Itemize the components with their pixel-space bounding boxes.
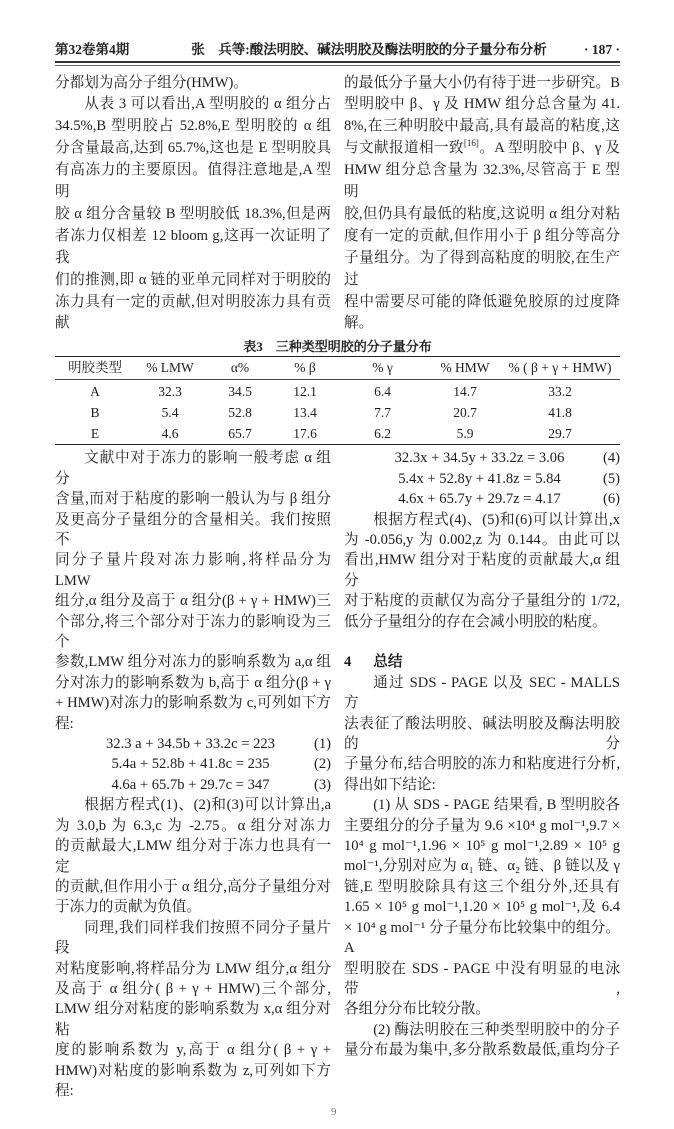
paragraph: [55, 448, 331, 734]
text-line: 为 3.0,b 为 6.3,c 为 -2.75。α 组分对冻力: [55, 817, 331, 834]
text-line: 分都划为高分子组分(HMW)。: [55, 74, 248, 91]
text-line: 子量分布,结合明胶的冻力和粘度进行分析,: [344, 756, 620, 773]
text-line: 胶 α 组分含量较 B 型明胶低 18.3%,但是两: [55, 205, 331, 222]
text-line: 型明胶中 β、γ 及 HMW 组分总含量为 41.: [344, 96, 620, 113]
right-column-top: [344, 73, 620, 336]
equation-number: (3): [313, 776, 331, 793]
text-line: 个部分,将三个部分对于冻力的影响设为三个: [55, 613, 331, 651]
running-title: 张 兵等:酸法明胶、碱法明胶及酶法明胶的分子量分布分析: [191, 42, 547, 57]
running-header: [55, 40, 620, 60]
text-line: HMW 组分总含量为 32.3%,尽管高于 E 型明: [344, 162, 620, 201]
text-line: mol⁻¹,分别对应为 α₁ 链、α₂ 链、β 链以及 γ: [344, 858, 620, 875]
text-line: + HMW)对冻力的影响系数为 c,可列如下方: [55, 695, 331, 712]
text-line: × 10⁴ g mol⁻¹ 分子量分布比较集中的组分。A: [344, 919, 620, 957]
text-line: 8%,在三种明胶中最高,具有最高的粘度,这: [344, 118, 620, 135]
text-line: 组分,α 组分及高于 α 组分(β + γ + HMW)三: [55, 593, 331, 610]
table-cell: 6.4: [374, 384, 391, 400]
table-cell: 32.3: [158, 384, 182, 400]
text-line: 根据方程式(1)、(2)和(3)可以计算出,a: [84, 797, 331, 814]
data-table: [55, 356, 620, 445]
section-title: 总结: [373, 654, 403, 671]
paragraph: [55, 795, 331, 917]
text-line: 于冻力的贡献为负值。: [55, 899, 201, 916]
bottom-columns: [55, 445, 620, 1101]
column-header: % γ: [372, 360, 393, 376]
table-cell: E: [90, 426, 100, 442]
text-line: 通过 SDS - PAGE 以及 SEC - MALLS 方: [344, 674, 620, 712]
text-line: 主要组分的分子量为 9.6 ×10⁴ g mol⁻¹,9.7 ×: [344, 817, 620, 834]
table-cell: 5.9: [456, 426, 474, 442]
text-line: 各组分分布比较分散。: [344, 1001, 490, 1018]
table-header-row: [55, 357, 620, 380]
left-column-top: [55, 73, 331, 336]
table-cell: 34.5: [228, 384, 252, 400]
text-line: 程:: [55, 715, 74, 732]
paragraph: [344, 795, 620, 1019]
table-cell: 52.8: [228, 405, 252, 421]
table-cell: 4.6: [161, 426, 179, 442]
table-caption: 表3 三种类型明胶的分子量分布: [243, 339, 432, 355]
text-line: HMW)对粘度的影响系数为 z,可列如下方: [55, 1062, 331, 1079]
column-header: 明胶类型: [68, 360, 122, 376]
page-number: · 187 ·: [583, 42, 620, 57]
equation-number: (4): [602, 450, 620, 467]
text-line: 链,E 型明胶除具有这三个组分外,还具有: [344, 878, 620, 895]
table-cell: 7.7: [374, 405, 391, 421]
paragraph: [344, 673, 620, 795]
text-line: 10⁴ g mol⁻¹,1.96 × 10⁵ g mol⁻¹,2.89 × 10⁵ g: [344, 838, 620, 855]
text-line: 同理,我们同样我们按照不同分子量片段: [55, 919, 331, 957]
table-cell: 33.2: [548, 384, 572, 400]
paragraph: [344, 510, 620, 632]
text-line: 从表 3 可以看出,A 型明胶的 α 组分占: [84, 96, 331, 113]
table-cell: B: [90, 405, 100, 421]
equation-text: 4.6a + 65.7b + 29.7c = 347: [111, 776, 270, 793]
table-cell: 20.7: [453, 405, 477, 421]
equation-number: (1): [313, 736, 331, 753]
text-line: 及更高分子量组分的含量相关。我们按照不: [55, 511, 331, 548]
equation: [55, 734, 331, 754]
text-line: 胶,但仍具有最低的粘度,这说明 α 组分对粘: [344, 205, 620, 222]
equation: [344, 448, 620, 468]
journal-volume: 第32卷第4期: [55, 42, 130, 57]
text-line: 对于粘度的贡献仅为高分子量组分的 1/72,: [344, 593, 620, 610]
equation: [55, 754, 331, 774]
equation: [344, 469, 620, 489]
text-line: 度的影响系数为 y,高于 α 组分( β + γ +: [55, 1042, 331, 1059]
table-row: [55, 381, 620, 402]
text-line: 分含量最高,达到 65.7%,这也是 E 型明胶具: [55, 140, 331, 157]
equation-text: 5.4x + 52.8y + 41.8z = 5.84: [398, 470, 561, 487]
left-column-bottom: [55, 448, 331, 1101]
equation-number: (5): [602, 470, 620, 487]
header-rule: [55, 61, 620, 63]
text-line: 1.65 × 10⁵ g mol⁻¹,1.20 × 10⁵ g mol⁻¹,及 6.4: [344, 899, 620, 916]
section-number: 4: [344, 654, 352, 671]
paragraph: [55, 918, 331, 1102]
equation-text: 5.4a + 52.8b + 41.8c = 235: [111, 756, 270, 773]
page-mark: 9: [331, 1106, 337, 1119]
text-line: 有高冻力的主要原因。值得注意地是,A 型明: [55, 162, 331, 201]
paragraph: [344, 1020, 620, 1061]
text-line: 文献中对于冻力的影响一般考虑 α 组分: [55, 450, 331, 487]
citation-reference: [16]: [463, 138, 479, 149]
table-cell: 12.1: [293, 384, 317, 400]
equation-text: 4.6x + 65.7y + 29.7z = 4.17: [398, 491, 561, 508]
text-line: 的贡献最大,LMW 组分对于冻力也具有一定: [55, 838, 331, 875]
text-line: 对粘度影响,将样品分为 LMW 组分,α 组分: [55, 960, 331, 977]
text-line: 的最低分子量大小仍有待于进一步研究。B: [344, 74, 620, 91]
right-column-bottom: [344, 448, 620, 1060]
text-line: 者冻力仅相差 12 bloom g,这再一次证明了我: [55, 227, 331, 266]
text-segment: 与文献报道相一致: [344, 140, 464, 157]
equation: [344, 489, 620, 509]
text-line: 们的推测,即 α 链的亚单元同样对于明胶的: [55, 271, 331, 288]
text-line: 程中需要尽可能的降低避免胶原的过度降解。: [344, 293, 620, 332]
text-line: 含量,而对于粘度的影响一般认为与 β 组分: [55, 491, 331, 508]
text-line: 及高于 α 组分( β + γ + HMW)三个部分,: [55, 980, 331, 997]
text-line: 度有一定的贡献,但作用小于 β 组分等高分: [344, 227, 620, 244]
equation: [55, 775, 331, 795]
table-cell: 13.4: [293, 405, 317, 421]
column-header: % HMW: [440, 360, 490, 376]
column-header: % ( β + γ + HMW): [508, 360, 612, 376]
equation-number: (6): [602, 491, 620, 508]
table-cell: 65.7: [228, 426, 252, 442]
table-cell: 14.7: [453, 384, 477, 400]
paragraph: [55, 94, 331, 335]
equation-text: 32.3x + 34.5y + 33.2z = 3.06: [394, 450, 565, 467]
section-heading: [344, 652, 620, 672]
paragraph: [55, 73, 331, 95]
column-header: α%: [230, 360, 250, 376]
text-line: 34.5%,B 型明胶占 52.8%,E 型明胶的 α 组: [55, 118, 331, 135]
table-cell: 41.8: [548, 405, 572, 421]
top-columns: [55, 66, 620, 336]
text-line: 根据方程式(4)、(5)和(6)可以计算出,x: [373, 511, 620, 528]
text-line: 为 -0.056,y 为 0.002,z 为 0.144。由此可以: [344, 532, 620, 548]
text-line: 参数,LMW 组分对冻力的影响系数为 a,α 组: [55, 654, 331, 671]
text-line: 法表征了酸法明胶、碱法明胶及酶法明胶的分: [344, 715, 620, 753]
table-cell: 5.4: [161, 405, 179, 421]
table-cell: 17.6: [293, 426, 317, 442]
equation-number: (2): [313, 756, 331, 773]
text-line: 程:: [55, 1082, 74, 1099]
text-line: (2) 酶法明胶在三种类型明胶中的分子: [373, 1021, 620, 1038]
text-line: LMW 组分对粘度的影响系数为 x,α 组分对粘: [55, 1001, 331, 1038]
text-line: 同分子量片段对冻力影响,将样品分为 LMW: [55, 552, 331, 589]
text-line: 分对冻力的影响系数为 b,高于 α 组分(β + γ: [55, 674, 331, 691]
table-cell: 6.2: [374, 426, 391, 442]
text-line: 低分子量组分的存在会减小明胶的粘度。: [344, 613, 607, 630]
text-line: (1) 从 SDS - PAGE 结果看, B 型明胶各: [373, 797, 620, 814]
text-line: 子量组分。为了得到高粘度的明胶,在生产过: [344, 249, 620, 288]
text-line: 的贡献,但作用小于 α 组分,高分子量组分对: [55, 878, 331, 895]
text-line: 冻力具有一定的贡献,但对明胶冻力具有贡献: [55, 293, 331, 332]
table-row: [55, 402, 620, 423]
table-cell: A: [90, 384, 100, 400]
column-header: % LMW: [146, 360, 194, 376]
paragraph: [344, 73, 620, 336]
text-line: 得出如下结论:: [344, 776, 436, 793]
text-line: 型明胶在 SDS - PAGE 中没有明显的电泳带,: [344, 960, 620, 997]
equation-text: 32.3 a + 34.5b + 33.2c = 223: [105, 736, 275, 753]
text-segment: 。A 型明胶中 β、γ 及: [478, 140, 620, 157]
text-line: [344, 138, 620, 160]
text-line: 量分布最为集中,多分散系数最低,重均分子: [344, 1042, 620, 1059]
text-line: 看出,HMW 组分对于粘度的贡献最大,α 组分: [344, 552, 620, 589]
table-row: [55, 423, 620, 444]
column-header: % β: [294, 360, 316, 376]
table-cell: 29.7: [548, 426, 572, 442]
